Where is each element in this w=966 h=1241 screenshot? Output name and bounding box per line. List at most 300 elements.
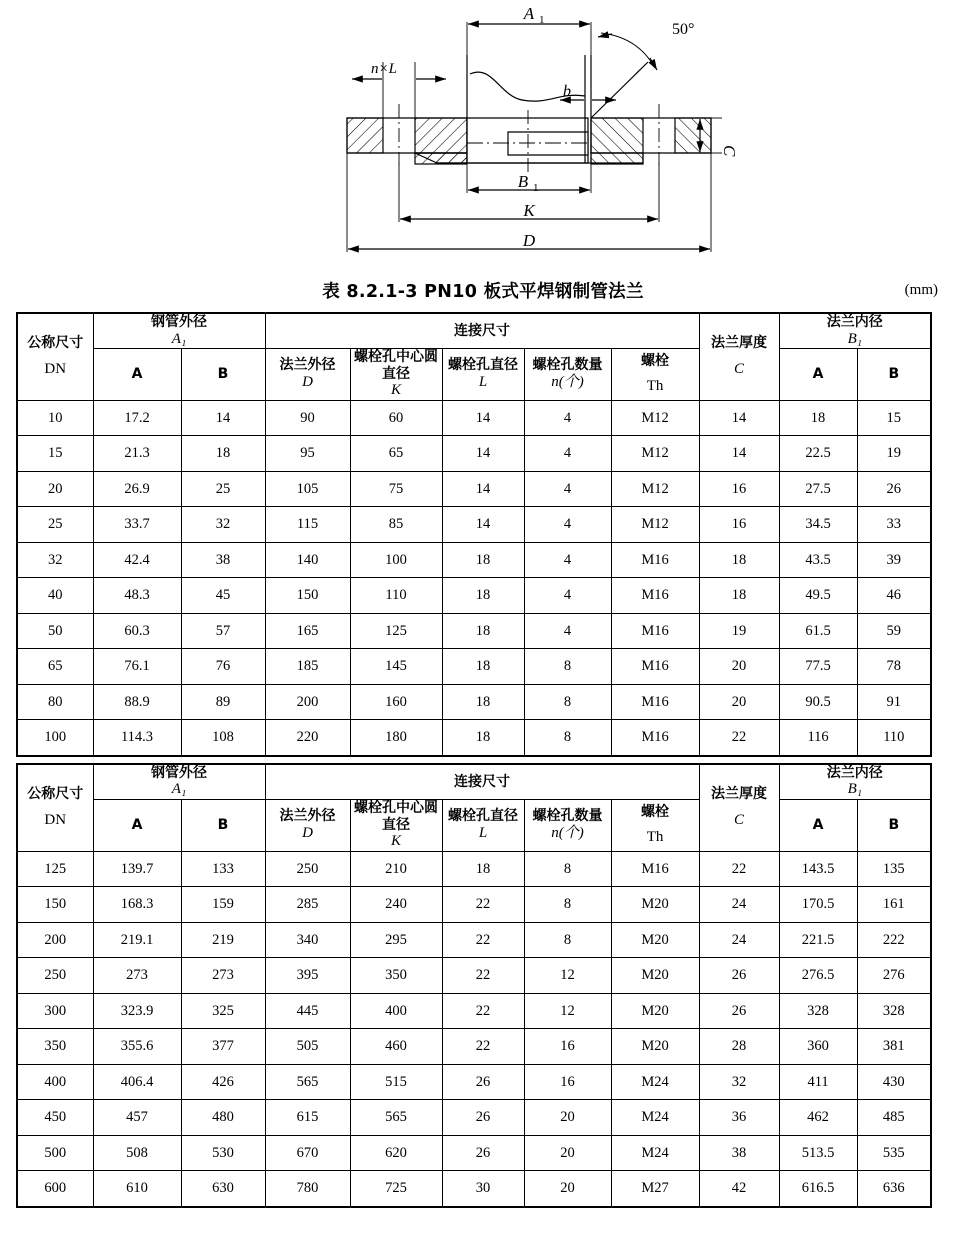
cell-bore-a: 116 bbox=[779, 720, 857, 756]
cell-pipe-od-b: 57 bbox=[181, 613, 265, 649]
cell-thickness: 18 bbox=[699, 542, 779, 578]
table-2-header bbox=[17, 764, 931, 851]
cell-dn: 200 bbox=[17, 922, 93, 958]
cell-bore-a: 411 bbox=[779, 1064, 857, 1100]
flange-table-2-wrapper bbox=[0, 763, 966, 1208]
cell-flange-od: 95 bbox=[265, 436, 350, 472]
cell-bolt-circle: 60 bbox=[350, 400, 442, 436]
cell-pipe-od-b: 45 bbox=[181, 578, 265, 614]
cell-flange-od: 565 bbox=[265, 1064, 350, 1100]
cell-dn: 250 bbox=[17, 958, 93, 994]
cell-bolt-count: 12 bbox=[524, 958, 611, 994]
cell-flange-od: 220 bbox=[265, 720, 350, 756]
cell-bolt-hole: 26 bbox=[442, 1064, 524, 1100]
cell-dn: 50 bbox=[17, 613, 93, 649]
cell-flange-od: 615 bbox=[265, 1100, 350, 1136]
table-row bbox=[17, 887, 931, 923]
cell-thickness: 26 bbox=[699, 993, 779, 1029]
cell-bore-b: 485 bbox=[857, 1100, 931, 1136]
cell-pipe-od-a: 88.9 bbox=[93, 684, 181, 720]
cell-bolt-count: 8 bbox=[524, 887, 611, 923]
cell-flange-od: 670 bbox=[265, 1135, 350, 1171]
cell-bolt-count: 20 bbox=[524, 1171, 611, 1207]
cell-thickness: 16 bbox=[699, 507, 779, 543]
cell-bolt-circle: 125 bbox=[350, 613, 442, 649]
table-row bbox=[17, 1171, 931, 1207]
cell-thickness: 42 bbox=[699, 1171, 779, 1207]
cell-pipe-od-a: 355.6 bbox=[93, 1029, 181, 1065]
cell-flange-od: 150 bbox=[265, 578, 350, 614]
cell-thickness: 38 bbox=[699, 1135, 779, 1171]
cell-bore-a: 34.5 bbox=[779, 507, 857, 543]
cell-bolt-circle: 180 bbox=[350, 720, 442, 756]
header-connect-dims-2: 连接尺寸 bbox=[265, 764, 699, 800]
cell-pipe-od-a: 21.3 bbox=[93, 436, 181, 472]
header-pipe-od-symbol-2: A₁ bbox=[171, 781, 187, 798]
cell-bore-a: 90.5 bbox=[779, 684, 857, 720]
cell-bolt-thread: M12 bbox=[611, 507, 699, 543]
header-bolt-circle-2 bbox=[350, 800, 442, 852]
cell-dn: 600 bbox=[17, 1171, 93, 1207]
cell-pipe-od-a: 457 bbox=[93, 1100, 181, 1136]
cell-bore-a: 221.5 bbox=[779, 922, 857, 958]
cell-bolt-count: 8 bbox=[524, 720, 611, 756]
cell-bore-b: 222 bbox=[857, 922, 931, 958]
header-dn bbox=[17, 313, 93, 400]
cell-bolt-thread: M12 bbox=[611, 436, 699, 472]
cell-bore-b: 328 bbox=[857, 993, 931, 1029]
cell-bolt-thread: M12 bbox=[611, 400, 699, 436]
header-bolt-hole bbox=[442, 349, 524, 401]
cell-bore-a: 328 bbox=[779, 993, 857, 1029]
cell-bolt-count: 4 bbox=[524, 436, 611, 472]
cell-pipe-od-a: 48.3 bbox=[93, 578, 181, 614]
header-bolt bbox=[611, 349, 699, 401]
cell-thickness: 32 bbox=[699, 1064, 779, 1100]
cell-thickness: 26 bbox=[699, 958, 779, 994]
cell-bore-a: 18 bbox=[779, 400, 857, 436]
cell-bore-a: 61.5 bbox=[779, 613, 857, 649]
cell-bolt-hole: 18 bbox=[442, 613, 524, 649]
cell-pipe-od-b: 325 bbox=[181, 993, 265, 1029]
header-bolt-circle-label-2: 螺栓孔中心圆直径 bbox=[354, 800, 438, 833]
header-thickness-symbol-2: C bbox=[734, 811, 745, 828]
header-pipe-od-label: 钢管外径 bbox=[151, 314, 207, 330]
header-row-bottom-2 bbox=[17, 800, 931, 852]
cell-dn: 65 bbox=[17, 649, 93, 685]
header-row-bottom bbox=[17, 349, 931, 401]
cell-bolt-hole: 14 bbox=[442, 471, 524, 507]
cell-thickness: 24 bbox=[699, 887, 779, 923]
cell-bolt-count: 4 bbox=[524, 400, 611, 436]
cell-pipe-od-a: 17.2 bbox=[93, 400, 181, 436]
cell-dn: 25 bbox=[17, 507, 93, 543]
cell-pipe-od-a: 60.3 bbox=[93, 613, 181, 649]
cell-bolt-thread: M20 bbox=[611, 887, 699, 923]
cell-bolt-circle: 160 bbox=[350, 684, 442, 720]
cell-flange-od: 285 bbox=[265, 887, 350, 923]
unit-note: (mm) bbox=[904, 282, 938, 298]
cell-bolt-circle: 620 bbox=[350, 1135, 442, 1171]
header-bolt-hole-symbol: L bbox=[478, 373, 488, 390]
cell-bore-b: 636 bbox=[857, 1171, 931, 1207]
cell-pipe-od-a: 139.7 bbox=[93, 851, 181, 887]
cell-flange-od: 780 bbox=[265, 1171, 350, 1207]
header-bore-label-2: 法兰内径 bbox=[826, 764, 883, 781]
header-bolt-count-2 bbox=[524, 800, 611, 852]
cell-flange-od: 185 bbox=[265, 649, 350, 685]
cell-flange-od: 200 bbox=[265, 684, 350, 720]
cell-pipe-od-a: 114.3 bbox=[93, 720, 181, 756]
cell-dn: 350 bbox=[17, 1029, 93, 1065]
cell-pipe-od-b: 219 bbox=[181, 922, 265, 958]
header-bolt-hole-symbol-2: L bbox=[478, 824, 488, 841]
cell-dn: 20 bbox=[17, 471, 93, 507]
cell-flange-od: 140 bbox=[265, 542, 350, 578]
cell-bolt-count: 20 bbox=[524, 1100, 611, 1136]
table-row bbox=[17, 922, 931, 958]
cell-bolt-hole: 22 bbox=[442, 993, 524, 1029]
header-bolt-circle-symbol-2: K bbox=[390, 833, 401, 850]
cell-bore-a: 27.5 bbox=[779, 471, 857, 507]
header-bore-label: 法兰内径 bbox=[826, 314, 883, 330]
cell-bore-b: 46 bbox=[857, 578, 931, 614]
table-row bbox=[17, 613, 931, 649]
cell-flange-od: 340 bbox=[265, 922, 350, 958]
cell-pipe-od-a: 33.7 bbox=[93, 507, 181, 543]
cell-bolt-count: 8 bbox=[524, 922, 611, 958]
flange-technical-drawing bbox=[0, 0, 966, 272]
cell-pipe-od-b: 76 bbox=[181, 649, 265, 685]
cell-bolt-thread: M12 bbox=[611, 471, 699, 507]
table-row bbox=[17, 1064, 931, 1100]
table-row bbox=[17, 720, 931, 756]
cell-bore-b: 78 bbox=[857, 649, 931, 685]
cell-bolt-count: 20 bbox=[524, 1135, 611, 1171]
table-1-body bbox=[17, 400, 931, 756]
cell-bolt-hole: 26 bbox=[442, 1135, 524, 1171]
cell-pipe-od-b: 480 bbox=[181, 1100, 265, 1136]
header-flange-od-symbol-2: D bbox=[302, 824, 313, 841]
cell-pipe-od-b: 108 bbox=[181, 720, 265, 756]
header-pipe-od bbox=[93, 313, 265, 349]
header-bolt-hole-2 bbox=[442, 800, 524, 852]
cell-thickness: 24 bbox=[699, 922, 779, 958]
cell-thickness: 16 bbox=[699, 471, 779, 507]
header-bore-symbol-2: B₁ bbox=[847, 781, 862, 798]
header-bolt-symbol-2: Th bbox=[646, 829, 664, 846]
cell-dn: 32 bbox=[17, 542, 93, 578]
cell-thickness: 20 bbox=[699, 649, 779, 685]
header-thickness-label: 法兰厚度 bbox=[711, 335, 768, 352]
flange-table-1-wrapper bbox=[0, 312, 966, 757]
label-angle-50: 50° bbox=[672, 21, 695, 38]
cell-bore-a: 276.5 bbox=[779, 958, 857, 994]
cell-bolt-thread: M24 bbox=[611, 1135, 699, 1171]
header-connect-dims: 连接尺寸 bbox=[265, 313, 699, 349]
header-thickness bbox=[699, 313, 779, 400]
cell-flange-od: 505 bbox=[265, 1029, 350, 1065]
label-d: D bbox=[522, 231, 536, 250]
cell-thickness: 28 bbox=[699, 1029, 779, 1065]
cell-flange-od: 395 bbox=[265, 958, 350, 994]
cell-dn: 10 bbox=[17, 400, 93, 436]
table-row bbox=[17, 542, 931, 578]
cell-bolt-thread: M16 bbox=[611, 613, 699, 649]
cell-pipe-od-a: 219.1 bbox=[93, 922, 181, 958]
cell-dn: 400 bbox=[17, 1064, 93, 1100]
cell-pipe-od-b: 18 bbox=[181, 436, 265, 472]
header-bolt-circle bbox=[350, 349, 442, 401]
cell-bore-a: 616.5 bbox=[779, 1171, 857, 1207]
cell-bore-a: 77.5 bbox=[779, 649, 857, 685]
label-b: b bbox=[563, 83, 571, 100]
cell-pipe-od-a: 508 bbox=[93, 1135, 181, 1171]
cell-bolt-thread: M16 bbox=[611, 578, 699, 614]
header-flange-od-label-2: 法兰外径 bbox=[279, 808, 336, 825]
cell-bolt-circle: 295 bbox=[350, 922, 442, 958]
cell-flange-od: 250 bbox=[265, 851, 350, 887]
table-row bbox=[17, 851, 931, 887]
table-row bbox=[17, 471, 931, 507]
cell-bore-b: 19 bbox=[857, 436, 931, 472]
cell-bolt-thread: M20 bbox=[611, 922, 699, 958]
cell-pipe-od-b: 25 bbox=[181, 471, 265, 507]
cell-bolt-circle: 350 bbox=[350, 958, 442, 994]
cell-pipe-od-b: 530 bbox=[181, 1135, 265, 1171]
cell-pipe-od-b: 133 bbox=[181, 851, 265, 887]
cell-bolt-circle: 110 bbox=[350, 578, 442, 614]
cell-pipe-od-b: 273 bbox=[181, 958, 265, 994]
cell-pipe-od-b: 89 bbox=[181, 684, 265, 720]
cell-bolt-count: 4 bbox=[524, 471, 611, 507]
cell-bore-a: 360 bbox=[779, 1029, 857, 1065]
cell-dn: 125 bbox=[17, 851, 93, 887]
cell-thickness: 19 bbox=[699, 613, 779, 649]
cell-thickness: 22 bbox=[699, 851, 779, 887]
table-row bbox=[17, 507, 931, 543]
cell-bore-b: 91 bbox=[857, 684, 931, 720]
cell-bolt-hole: 14 bbox=[442, 507, 524, 543]
header-bore-b: B bbox=[857, 349, 931, 401]
cell-bolt-count: 8 bbox=[524, 649, 611, 685]
cell-bore-b: 430 bbox=[857, 1064, 931, 1100]
header-bolt-count-symbol-2: n(个) bbox=[551, 824, 584, 841]
header-bolt-hole-label-2: 螺栓孔直径 bbox=[448, 808, 518, 825]
page-title: 表 8.2.1-3 PN10 板式平焊钢制管法兰 bbox=[322, 282, 644, 302]
header-row-top bbox=[17, 313, 931, 349]
cell-bolt-hole: 14 bbox=[442, 400, 524, 436]
cell-pipe-od-a: 26.9 bbox=[93, 471, 181, 507]
cell-bore-b: 110 bbox=[857, 720, 931, 756]
cell-pipe-od-b: 377 bbox=[181, 1029, 265, 1065]
cell-pipe-od-b: 630 bbox=[181, 1171, 265, 1207]
cell-bolt-hole: 26 bbox=[442, 1100, 524, 1136]
cell-dn: 450 bbox=[17, 1100, 93, 1136]
cell-dn: 300 bbox=[17, 993, 93, 1029]
cell-pipe-od-a: 323.9 bbox=[93, 993, 181, 1029]
cell-bolt-hole: 22 bbox=[442, 887, 524, 923]
cell-bore-a: 22.5 bbox=[779, 436, 857, 472]
cell-dn: 15 bbox=[17, 436, 93, 472]
cell-bolt-count: 16 bbox=[524, 1064, 611, 1100]
cell-bolt-thread: M24 bbox=[611, 1064, 699, 1100]
cell-bolt-thread: M27 bbox=[611, 1171, 699, 1207]
cell-thickness: 20 bbox=[699, 684, 779, 720]
cell-pipe-od-a: 168.3 bbox=[93, 887, 181, 923]
table-row bbox=[17, 1029, 931, 1065]
cell-bolt-circle: 210 bbox=[350, 851, 442, 887]
header-bolt-count-symbol: n(个) bbox=[551, 373, 584, 390]
cell-bolt-thread: M16 bbox=[611, 684, 699, 720]
cell-bolt-circle: 240 bbox=[350, 887, 442, 923]
header-dn-symbol-2: DN bbox=[44, 811, 67, 828]
cell-dn: 100 bbox=[17, 720, 93, 756]
cell-pipe-od-a: 76.1 bbox=[93, 649, 181, 685]
label-b1: B bbox=[517, 172, 529, 191]
cell-bolt-hole: 18 bbox=[442, 684, 524, 720]
cell-bolt-hole: 18 bbox=[442, 578, 524, 614]
table-row bbox=[17, 578, 931, 614]
cell-bolt-thread: M20 bbox=[611, 1029, 699, 1065]
cell-bolt-hole: 30 bbox=[442, 1171, 524, 1207]
cell-thickness: 36 bbox=[699, 1100, 779, 1136]
cell-bolt-hole: 14 bbox=[442, 436, 524, 472]
cell-bolt-thread: M16 bbox=[611, 720, 699, 756]
cell-bolt-count: 4 bbox=[524, 613, 611, 649]
header-pipe-od-a: A bbox=[93, 349, 181, 401]
cell-thickness: 22 bbox=[699, 720, 779, 756]
cell-pipe-od-b: 426 bbox=[181, 1064, 265, 1100]
cell-bolt-circle: 725 bbox=[350, 1171, 442, 1207]
cell-bolt-count: 16 bbox=[524, 1029, 611, 1065]
cell-bolt-count: 4 bbox=[524, 542, 611, 578]
cell-bolt-thread: M16 bbox=[611, 851, 699, 887]
cell-bore-a: 513.5 bbox=[779, 1135, 857, 1171]
label-b1-sub: 1 bbox=[533, 182, 539, 194]
cell-bolt-circle: 100 bbox=[350, 542, 442, 578]
table-row bbox=[17, 436, 931, 472]
cell-bore-b: 59 bbox=[857, 613, 931, 649]
header-pipe-od-label-2: 钢管外径 bbox=[151, 764, 207, 781]
cell-thickness: 14 bbox=[699, 436, 779, 472]
header-bolt-2 bbox=[611, 800, 699, 852]
cell-bore-b: 135 bbox=[857, 851, 931, 887]
cell-flange-od: 445 bbox=[265, 993, 350, 1029]
cell-bolt-hole: 22 bbox=[442, 1029, 524, 1065]
header-dn-label-2: 公称尺寸 bbox=[27, 786, 84, 803]
cell-dn: 80 bbox=[17, 684, 93, 720]
header-bolt-symbol: Th bbox=[646, 378, 664, 395]
header-thickness-symbol: C bbox=[734, 360, 745, 377]
cell-bolt-hole: 22 bbox=[442, 958, 524, 994]
table-row bbox=[17, 1100, 931, 1136]
cell-dn: 500 bbox=[17, 1135, 93, 1171]
cell-pipe-od-b: 159 bbox=[181, 887, 265, 923]
cell-bolt-thread: M16 bbox=[611, 649, 699, 685]
header-bore-2 bbox=[779, 764, 931, 800]
cell-thickness: 14 bbox=[699, 400, 779, 436]
cell-bolt-circle: 460 bbox=[350, 1029, 442, 1065]
cell-thickness: 18 bbox=[699, 578, 779, 614]
table-1-header bbox=[17, 313, 931, 400]
cell-flange-od: 115 bbox=[265, 507, 350, 543]
flange-table-2 bbox=[16, 763, 932, 1208]
cell-bore-b: 39 bbox=[857, 542, 931, 578]
cell-bolt-circle: 65 bbox=[350, 436, 442, 472]
cell-bolt-thread: M16 bbox=[611, 542, 699, 578]
cell-bore-a: 143.5 bbox=[779, 851, 857, 887]
header-bolt-circle-label: 螺栓孔中心圆直径 bbox=[354, 349, 438, 382]
cell-bore-a: 49.5 bbox=[779, 578, 857, 614]
cell-flange-od: 105 bbox=[265, 471, 350, 507]
table-2-body bbox=[17, 851, 931, 1207]
cell-bolt-count: 4 bbox=[524, 507, 611, 543]
table-row bbox=[17, 1135, 931, 1171]
header-bore-a-2: A bbox=[779, 800, 857, 852]
label-a1-sub: 1 bbox=[539, 14, 545, 26]
header-flange-od bbox=[265, 349, 350, 401]
header-thickness-label-2: 法兰厚度 bbox=[711, 786, 768, 803]
cell-bolt-thread: M20 bbox=[611, 993, 699, 1029]
cell-bolt-count: 8 bbox=[524, 684, 611, 720]
header-bolt-count-label: 螺栓孔数量 bbox=[532, 357, 603, 374]
label-a1: A bbox=[523, 4, 535, 23]
cell-flange-od: 165 bbox=[265, 613, 350, 649]
header-bore bbox=[779, 313, 931, 349]
header-pipe-od-2 bbox=[93, 764, 265, 800]
cell-bolt-hole: 18 bbox=[442, 720, 524, 756]
cell-bore-b: 161 bbox=[857, 887, 931, 923]
cell-bolt-circle: 145 bbox=[350, 649, 442, 685]
table-row bbox=[17, 684, 931, 720]
cell-bore-b: 535 bbox=[857, 1135, 931, 1171]
cell-bolt-circle: 400 bbox=[350, 993, 442, 1029]
header-dn-label: 公称尺寸 bbox=[27, 335, 84, 352]
cell-bore-b: 33 bbox=[857, 507, 931, 543]
cell-bolt-circle: 75 bbox=[350, 471, 442, 507]
header-pipe-od-symbol: A₁ bbox=[171, 330, 187, 347]
label-k: K bbox=[523, 201, 535, 220]
table-row bbox=[17, 958, 931, 994]
cell-bolt-circle: 85 bbox=[350, 507, 442, 543]
cell-bore-a: 462 bbox=[779, 1100, 857, 1136]
flange-cross-section-svg bbox=[0, 0, 966, 272]
cell-bore-b: 276 bbox=[857, 958, 931, 994]
cell-pipe-od-a: 610 bbox=[93, 1171, 181, 1207]
table-row bbox=[17, 993, 931, 1029]
cell-bore-b: 15 bbox=[857, 400, 931, 436]
header-bolt-circle-symbol: K bbox=[390, 382, 401, 399]
flange-table-1 bbox=[16, 312, 932, 757]
cell-bolt-hole: 18 bbox=[442, 851, 524, 887]
cell-bolt-circle: 565 bbox=[350, 1100, 442, 1136]
header-pipe-od-a-2: A bbox=[93, 800, 181, 852]
cell-pipe-od-b: 32 bbox=[181, 507, 265, 543]
cell-bolt-count: 4 bbox=[524, 578, 611, 614]
cell-bore-a: 43.5 bbox=[779, 542, 857, 578]
cell-bolt-thread: M20 bbox=[611, 958, 699, 994]
header-bolt-count-label-2: 螺栓孔数量 bbox=[532, 808, 603, 825]
header-flange-od-2 bbox=[265, 800, 350, 852]
header-bolt-count bbox=[524, 349, 611, 401]
header-bore-b-2: B bbox=[857, 800, 931, 852]
cell-pipe-od-b: 14 bbox=[181, 400, 265, 436]
cell-bolt-hole: 18 bbox=[442, 649, 524, 685]
header-flange-od-label: 法兰外径 bbox=[279, 357, 336, 374]
cell-pipe-od-b: 38 bbox=[181, 542, 265, 578]
cell-dn: 150 bbox=[17, 887, 93, 923]
